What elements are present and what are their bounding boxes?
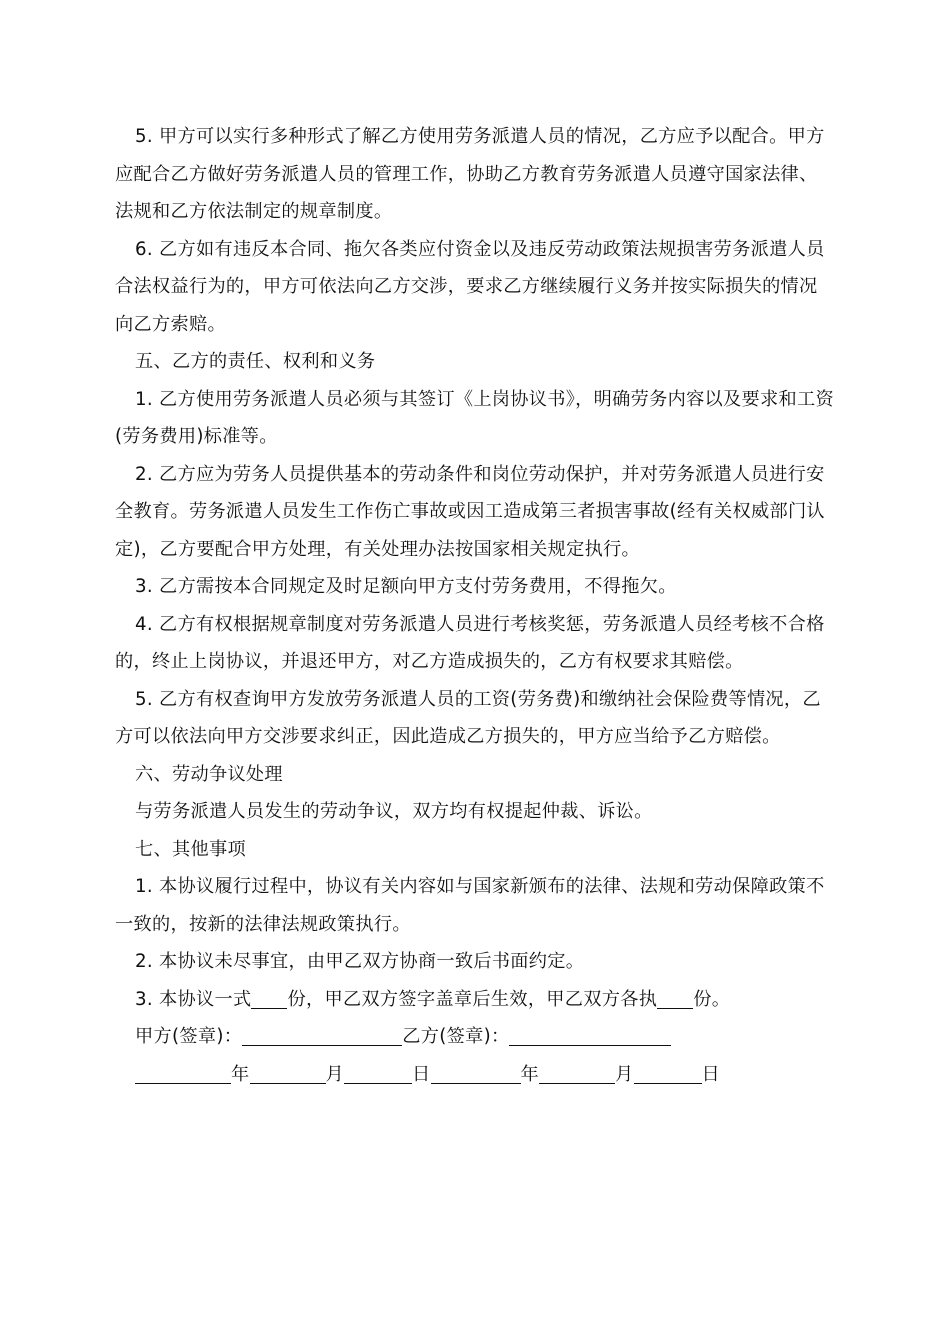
copies-blank-1[interactable] [251, 986, 287, 1009]
copies-text-3: 份。 [693, 988, 731, 1010]
copies-text-1: 3. 本协议一式 [135, 988, 252, 1010]
clause-jia-6: 6. 乙方如有违反本合同、拖欠各类应付资金以及违反劳动政策法规损害劳务派遣人员合法权益行为的，甲方可依法向乙方交涉，要求乙方继续履行义务并按实际损失的情况向乙方索赔。 [115, 238, 825, 335]
party-a-sign-blank[interactable] [242, 1023, 402, 1046]
date-row [115, 1056, 835, 1094]
clause-yi-2: 2. 乙方应为劳务人员提供基本的劳动条件和岗位劳动保护，并对劳务派遣人员进行安全教育。劳务派遣人员发生工作伤亡事故或因工造成第三者损害事故(经有关权威部门认定)，乙方要配合甲方处理，有关处理办法按国家相关规定执行。 [115, 463, 825, 560]
other-clause-1: 1. 本协议履行过程中，协议有关内容如与国家新颁布的法律、法规和劳动保障政策不一致的，按新的法律法规政策执行。 [115, 876, 825, 935]
section-heading-5: 五、乙方的责任、权利和义务 [135, 351, 376, 372]
party-a-year-blank[interactable] [135, 1061, 231, 1084]
party-a-month-label: 月 [325, 1063, 344, 1085]
party-b-sign-label: 乙方(签章)： [402, 1026, 510, 1047]
party-b-sign-blank[interactable] [509, 1023, 671, 1046]
signature-row [115, 1018, 835, 1056]
party-b-year-label: 年 [520, 1063, 539, 1085]
party-b-day-blank[interactable] [634, 1061, 702, 1084]
party-b-day-label: 日 [701, 1063, 720, 1085]
party-a-year-label: 年 [231, 1063, 250, 1085]
clause-jia-5: 5. 甲方可以实行多种形式了解乙方使用劳务派遣人员的情况，乙方应予以配合。甲方应配合乙方做好劳务派遣人员的管理工作，协助乙方教育劳务派遣人员遵守国家法律、法规和乙方依法制定的规章制度。 [115, 126, 825, 222]
copies-text-2: 份，甲乙双方签字盖章后生效，甲乙双方各执 [287, 988, 658, 1010]
party-b-month-blank[interactable] [539, 1061, 615, 1084]
contract-body [115, 118, 835, 1093]
clause-yi-4: 4. 乙方有权根据规章制度对劳务派遣人员进行考核奖惩，劳务派遣人员经考核不合格的，终止上岗协议，并退还甲方，对乙方造成损失的，乙方有权要求其赔偿。 [115, 613, 825, 672]
clause-yi-1: 1. 乙方使用劳务派遣人员必须与其签订《上岗协议书》，明确劳务内容以及要求和工资(劳务费用)标准等。 [115, 388, 834, 447]
party-a-sign-label: 甲方(签章)： [135, 1026, 243, 1047]
clause-yi-5: 5. 乙方有权查询甲方发放劳务派遣人员的工资(劳务费)和缴纳社会保险费等情况，乙方可以依法向甲方交涉要求纠正，因此造成乙方损失的，甲方应当给予乙方赔偿。 [115, 688, 821, 747]
section-heading-7: 七、其他事项 [135, 838, 246, 860]
other-clause-3 [115, 981, 835, 1019]
party-a-day-label: 日 [412, 1063, 431, 1085]
section-heading-6: 六、劳动争议处理 [135, 763, 283, 785]
party-b-year-blank[interactable] [431, 1061, 521, 1084]
other-clause-2: 2. 本协议未尽事宜，由甲乙双方协商一致后书面约定。 [135, 951, 585, 972]
party-b-month-label: 月 [615, 1063, 634, 1085]
party-a-month-blank[interactable] [250, 1061, 326, 1084]
dispute-clause: 与劳务派遣人员发生的劳动争议，双方均有权提起仲裁、诉讼。 [135, 801, 653, 822]
copies-blank-2[interactable] [657, 986, 693, 1009]
party-a-day-blank[interactable] [344, 1061, 412, 1084]
clause-yi-3: 3. 乙方需按本合同规定及时足额向甲方支付劳务费用，不得拖欠。 [135, 576, 677, 597]
